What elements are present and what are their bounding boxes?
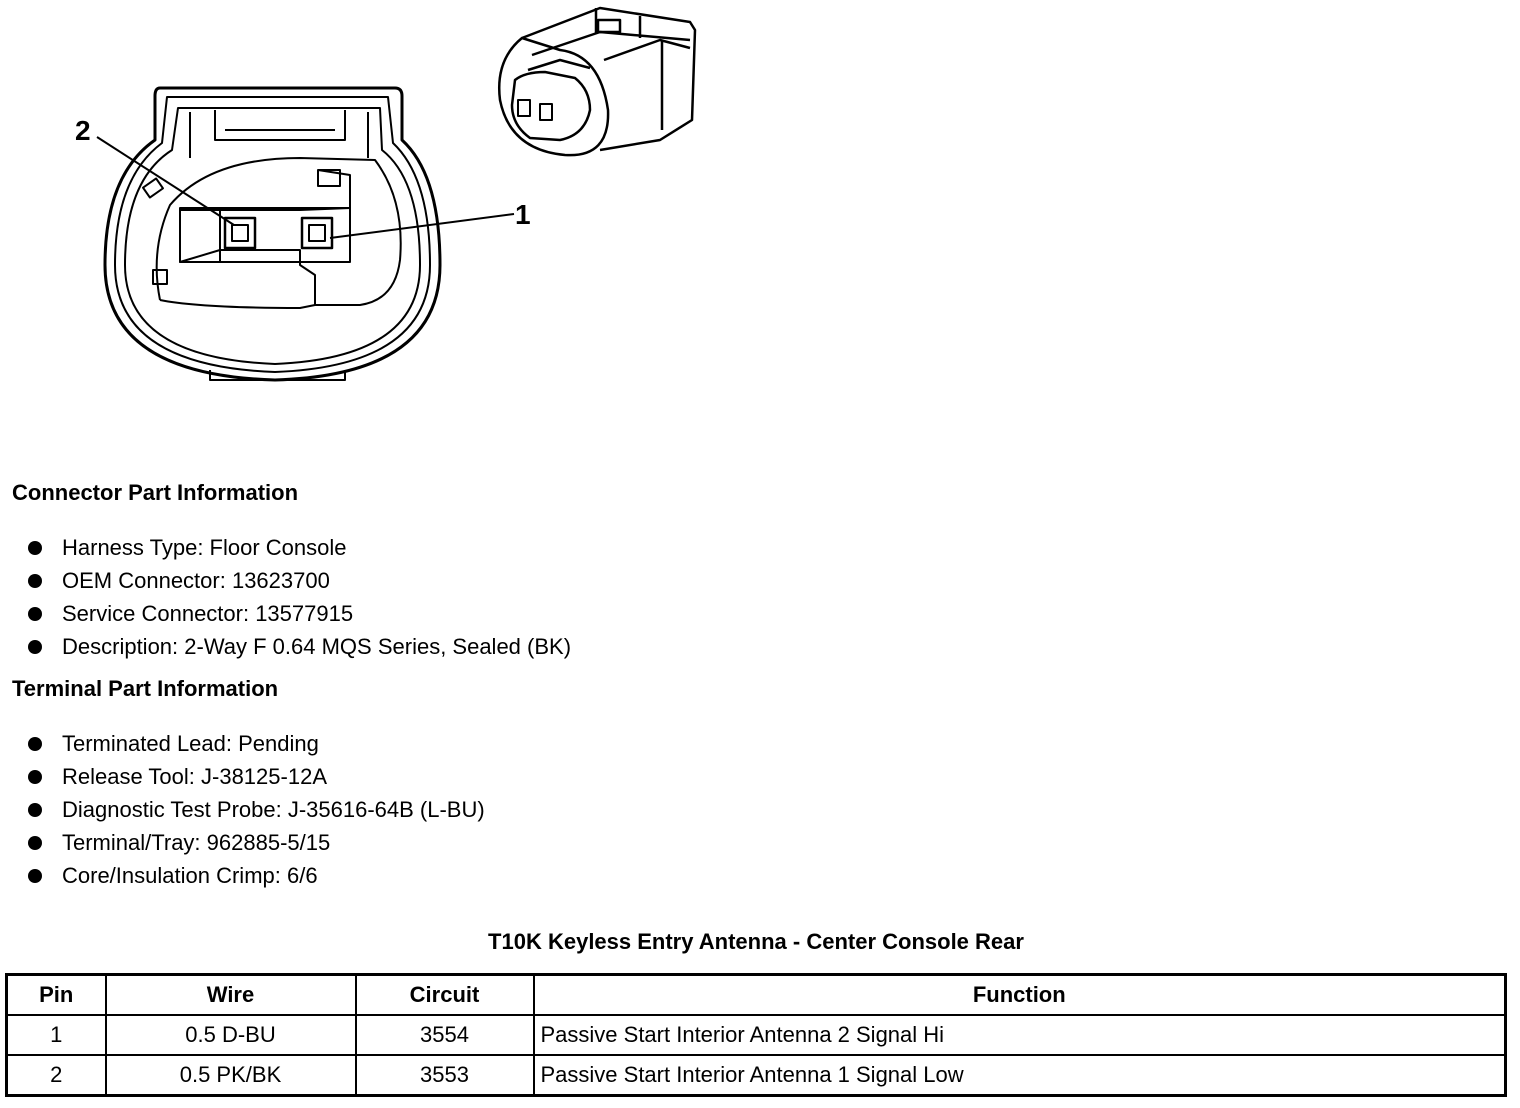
pin-1-callout: 1 (515, 199, 531, 230)
connector-isometric-view (499, 8, 695, 155)
bullet-icon (28, 770, 42, 784)
cell-function: Passive Start Interior Antenna 1 Signal Low (534, 1055, 1506, 1096)
header-function: Function (534, 975, 1506, 1016)
list-item (28, 630, 571, 663)
header-circuit: Circuit (356, 975, 534, 1016)
release-tool: Release Tool: J-38125-12A (62, 764, 327, 789)
table-row (7, 1015, 1506, 1055)
cell-circuit: 3553 (356, 1055, 534, 1096)
bullet-icon (28, 541, 42, 555)
terminated-lead: Terminated Lead: Pending (62, 731, 319, 756)
terminal-tray: Terminal/Tray: 962885-5/15 (62, 830, 331, 855)
list-item (28, 727, 485, 760)
bullet-icon (28, 803, 42, 817)
connector-part-info-heading: Connector Part Information (12, 480, 299, 505)
cell-wire: 0.5 PK/BK (106, 1055, 356, 1096)
pin-table (5, 973, 1507, 1097)
list-item (28, 859, 485, 892)
diagnostic-test-probe: Diagnostic Test Probe: J-35616-64B (L-BU) (62, 797, 485, 822)
bullet-icon (28, 640, 42, 654)
terminal-part-info-list (28, 727, 485, 892)
oem-connector: OEM Connector: 13623700 (62, 568, 330, 593)
header-wire: Wire (106, 975, 356, 1016)
list-item (28, 793, 485, 826)
table-row (7, 1055, 1506, 1096)
list-item (28, 564, 571, 597)
cell-circuit: 3554 (356, 1015, 534, 1055)
list-item (28, 597, 571, 630)
bullet-icon (28, 737, 42, 751)
core-insulation-crimp: Core/Insulation Crimp: 6/6 (62, 863, 318, 888)
bullet-icon (28, 574, 42, 588)
description: Description: 2-Way F 0.64 MQS Series, Sealed (BK) (62, 634, 572, 659)
pin-table-title: T10K Keyless Entry Antenna - Center Console Rear (488, 929, 1024, 954)
list-item (28, 760, 485, 793)
bullet-icon (28, 836, 42, 850)
cell-wire: 0.5 D-BU (106, 1015, 356, 1055)
list-item (28, 531, 571, 564)
bullet-icon (28, 607, 42, 621)
service-connector: Service Connector: 13577915 (62, 601, 354, 626)
cell-function: Passive Start Interior Antenna 2 Signal Hi (534, 1015, 1506, 1055)
list-item (28, 826, 485, 859)
cell-pin: 1 (7, 1015, 106, 1055)
terminal-part-info-heading: Terminal Part Information (12, 676, 279, 701)
connector-part-info-list (28, 531, 571, 663)
header-pin: Pin (7, 975, 106, 1016)
table-header-row (7, 975, 1506, 1016)
pin-2-callout: 2 (75, 115, 91, 146)
harness-type: Harness Type: Floor Console (62, 535, 347, 560)
bullet-icon (28, 869, 42, 883)
cell-pin: 2 (7, 1055, 106, 1096)
connector-face-diagram (0, 0, 760, 440)
